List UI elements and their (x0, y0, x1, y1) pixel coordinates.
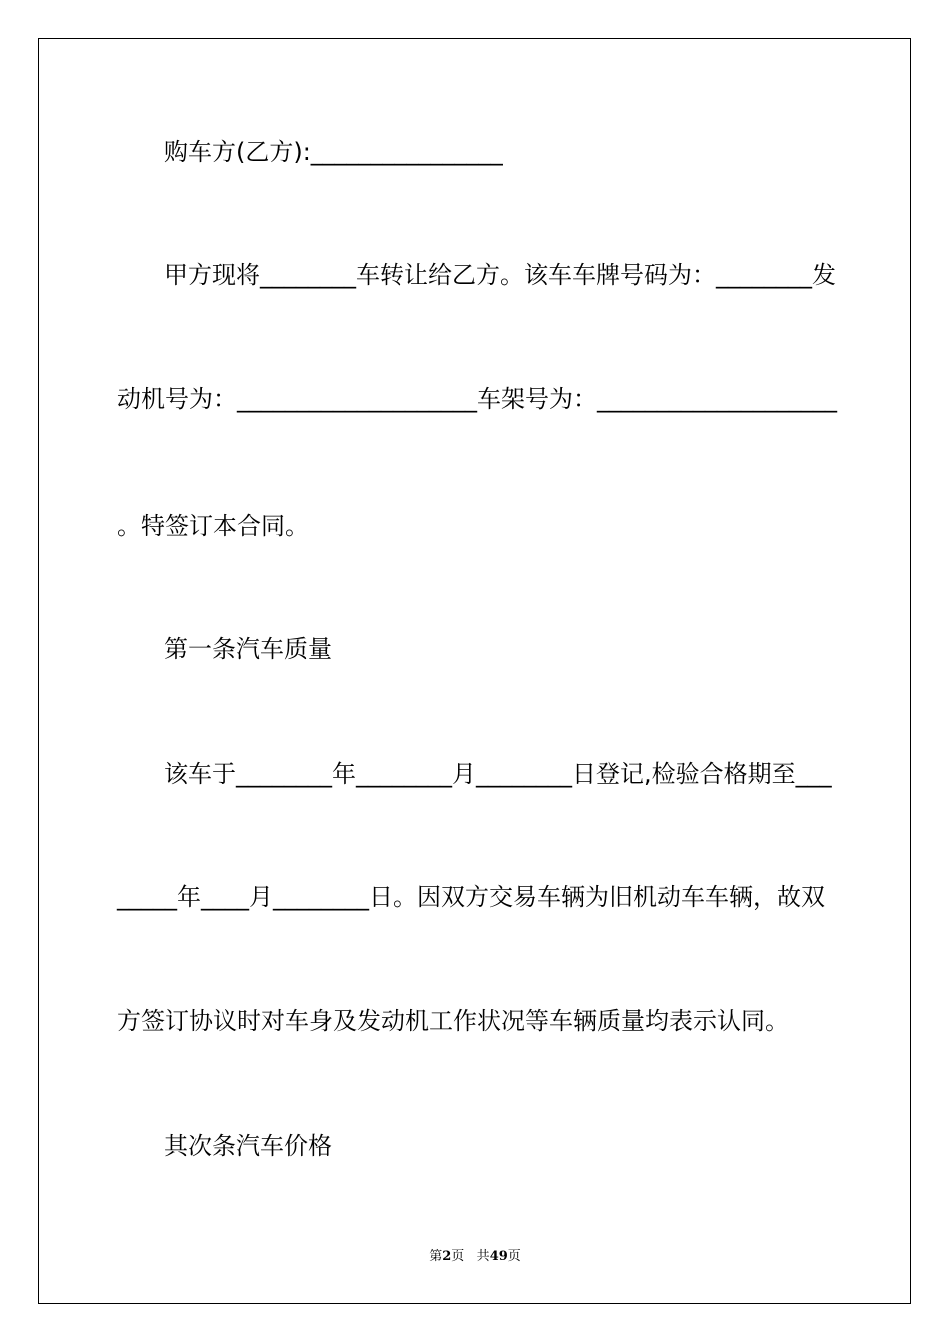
footer-total-suffix: 页 (507, 1249, 521, 1264)
buyer-line: 购车方(乙方):________________ (164, 138, 503, 166)
footer-prefix: 第 (429, 1249, 443, 1264)
page-footer (0, 1248, 950, 1266)
agreement-line: 方签订协议时对车身及发动机工作状况等车辆质量均表示认同。 (117, 1007, 789, 1035)
footer-total-prefix: 共 (476, 1249, 490, 1264)
registration-line: 该车于________年________月________日登记,检验合格期至___ (164, 760, 832, 788)
transfer-line: 甲方现将________车转让给乙方。该车车牌号码为：________发 (164, 261, 836, 289)
section-2-heading: 其次条汽车价格 (164, 1132, 332, 1160)
footer-page-number: 2 (442, 1249, 452, 1264)
registration-line-cont: _____年____月________日。因双方交易车辆为旧机动车车辆，故双 (117, 883, 825, 911)
page-border (38, 38, 911, 1304)
footer-total-pages: 49 (489, 1249, 508, 1264)
section-1-heading: 第一条汽车质量 (164, 635, 332, 663)
sign-contract-line: 。特签订本合同。 (117, 512, 309, 540)
footer-page-suffix: 页 (451, 1249, 465, 1264)
engine-frame-line: 动机号为：____________________车架号为：____________________ (117, 385, 837, 413)
